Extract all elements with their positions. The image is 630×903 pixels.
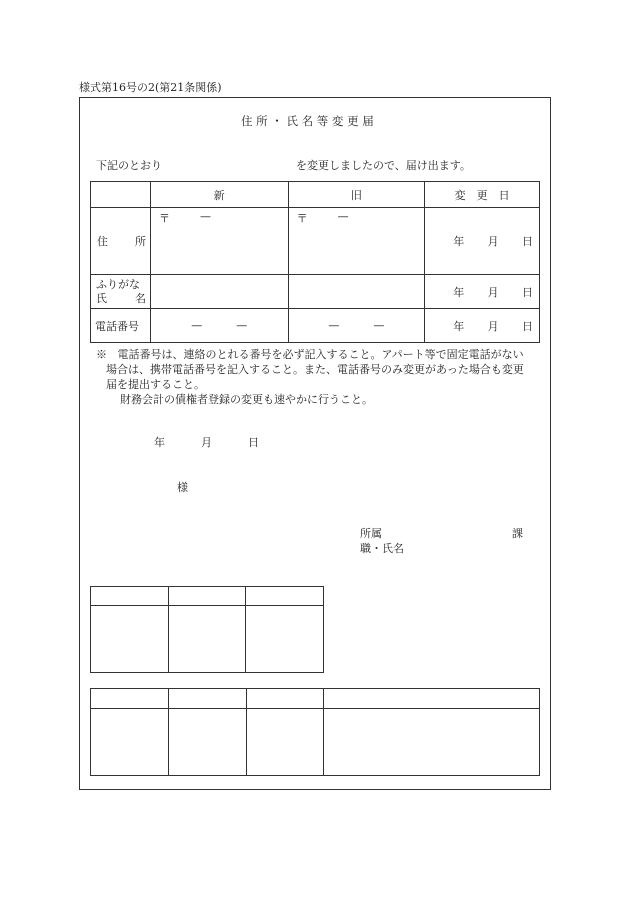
processing-stamp-cell bbox=[91, 709, 169, 776]
processing-header-cell bbox=[91, 689, 169, 709]
phone-label: 電話番号 bbox=[91, 309, 151, 343]
header-empty bbox=[91, 182, 151, 208]
affiliation-label: 所属 bbox=[360, 527, 382, 540]
note-line-4: 財務会計の債権者登録の変更も速やかに行うこと。 bbox=[120, 393, 373, 406]
processing-stamp-cell bbox=[324, 709, 540, 776]
header-change-date: 変 更 日 bbox=[425, 182, 540, 208]
postal-mark-old: 〒 bbox=[296, 212, 308, 225]
address-label bbox=[91, 208, 151, 275]
approval-header-cell bbox=[246, 587, 324, 606]
postal-dash-old: — bbox=[337, 210, 349, 223]
month-unit: 月 bbox=[487, 319, 499, 333]
name-change-date[interactable] bbox=[425, 275, 540, 309]
note-line-3: 届を提出すること。 bbox=[106, 378, 205, 391]
intro-right: を変更しましたので、届け出ます。 bbox=[296, 159, 471, 172]
name-label-b: 名 bbox=[134, 291, 146, 305]
submit-month-unit: 月 bbox=[201, 436, 212, 449]
name-label bbox=[91, 275, 151, 309]
phone-row bbox=[91, 309, 540, 343]
approval-header-cell bbox=[91, 587, 169, 606]
new-phone-cell[interactable] bbox=[150, 309, 288, 343]
day-unit: 日 bbox=[522, 235, 533, 248]
old-phone-cell[interactable] bbox=[288, 309, 425, 343]
year-unit: 年 bbox=[453, 319, 465, 333]
header-new: 新 bbox=[150, 182, 288, 208]
address-label-1: 住 bbox=[97, 235, 108, 248]
change-table bbox=[90, 181, 540, 343]
note-line-2: 場合は、携帯電話番号を記入すること。また、電話番号のみ変更があった場合も変更 bbox=[106, 363, 524, 376]
furigana-label: ふりがな bbox=[96, 277, 140, 291]
phone-dash: — bbox=[328, 319, 340, 332]
address-label-2: 所 bbox=[134, 235, 146, 248]
postal-dash-new: — bbox=[199, 210, 211, 223]
processing-header-cell bbox=[168, 689, 246, 709]
phone-dash: — bbox=[236, 319, 248, 332]
month-unit: 月 bbox=[487, 235, 499, 248]
phone-change-date[interactable] bbox=[425, 309, 540, 343]
notes bbox=[96, 347, 548, 407]
year-unit: 年 bbox=[453, 285, 465, 299]
year-unit: 年 bbox=[453, 235, 465, 248]
day-unit: 日 bbox=[522, 319, 533, 333]
section-label: 課 bbox=[512, 527, 523, 540]
submit-day-unit: 日 bbox=[248, 436, 259, 449]
approval-stamp-cell bbox=[168, 606, 246, 673]
intro-left: 下記のとおり bbox=[96, 159, 162, 172]
position-name-label: 職・氏名 bbox=[360, 542, 404, 555]
phone-dash: — bbox=[373, 319, 385, 332]
header-old: 旧 bbox=[288, 182, 425, 208]
submit-year-unit: 年 bbox=[154, 436, 165, 449]
address-row bbox=[91, 208, 540, 275]
processing-header-cell bbox=[324, 689, 540, 709]
note-line-1: 電話番号は、連絡のとれる番号を必ず記入すること。アパート等で固定電話がない bbox=[117, 348, 524, 361]
processing-header-cell bbox=[246, 689, 324, 709]
approval-stamp-cell bbox=[246, 606, 324, 673]
addressee-suffix: 様 bbox=[177, 481, 188, 494]
note-mark: ※ bbox=[96, 348, 107, 361]
approval-table bbox=[90, 586, 324, 673]
day-unit: 日 bbox=[522, 285, 533, 299]
old-name-cell[interactable] bbox=[288, 275, 425, 309]
month-unit: 月 bbox=[487, 285, 499, 299]
table-header-row bbox=[91, 182, 540, 208]
form-number: 様式第16号の2(第21条関係) bbox=[79, 81, 222, 94]
approval-header-cell bbox=[168, 587, 246, 606]
form-title: 住 所 ・ 氏 名 等 変 更 届 bbox=[241, 114, 374, 128]
address-change-date[interactable] bbox=[425, 208, 540, 275]
name-row bbox=[91, 275, 540, 309]
postal-mark-new: 〒 bbox=[158, 212, 170, 225]
processing-table bbox=[90, 688, 540, 776]
name-label-a: 氏 bbox=[96, 291, 107, 305]
new-address-cell[interactable] bbox=[150, 208, 288, 275]
approval-stamp-cell bbox=[91, 606, 169, 673]
phone-dash: — bbox=[191, 319, 203, 332]
processing-stamp-cell bbox=[168, 709, 246, 776]
processing-stamp-cell bbox=[246, 709, 324, 776]
new-name-cell[interactable] bbox=[150, 275, 288, 309]
old-address-cell[interactable] bbox=[288, 208, 425, 275]
